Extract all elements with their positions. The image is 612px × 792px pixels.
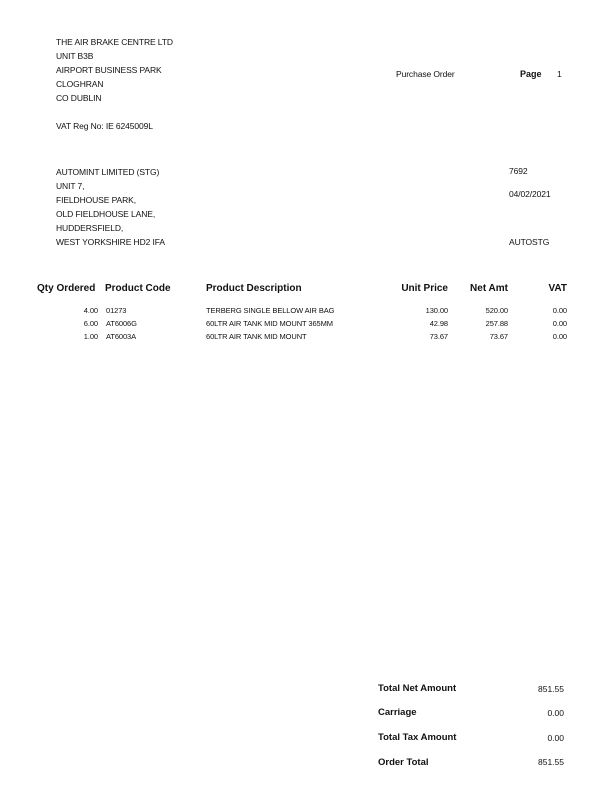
page-number: 1	[557, 69, 562, 79]
total-tax-value: 0.00	[547, 733, 564, 743]
total-tax-label: Total Tax Amount	[378, 732, 457, 743]
sender-line: THE AIR BRAKE CENTRE LTD	[56, 37, 173, 47]
col-header-vat: VAT	[548, 283, 567, 294]
supplier-address	[56, 165, 165, 249]
row-code: AT6003A	[106, 332, 137, 341]
row-code: AT6006G	[106, 319, 137, 328]
order-date: 04/02/2021	[509, 189, 551, 199]
page-label: Page	[520, 69, 542, 79]
row-net-amount: 73.67	[489, 332, 508, 341]
col-header-qty: Qty Ordered	[37, 283, 96, 294]
sender-line: AIRPORT BUSINESS PARK	[56, 65, 162, 75]
row-qty: 4.00	[83, 306, 98, 315]
row-description: 60LTR AIR TANK MID MOUNT	[206, 332, 307, 341]
supplier-line: UNIT 7,	[56, 181, 85, 191]
sender-line: UNIT B3B	[56, 51, 94, 61]
order-total-value: 851.55	[538, 757, 564, 767]
row-code: 01273	[106, 306, 127, 315]
row-net-amount: 257.88	[485, 319, 508, 328]
total-net-label: Total Net Amount	[378, 683, 457, 694]
row-description: TERBERG SINGLE BELLOW AIR BAG	[206, 306, 335, 315]
total-net-value: 851.55	[538, 684, 564, 694]
row-description: 60LTR AIR TANK MID MOUNT 365MM	[206, 319, 333, 328]
row-vat: 0.00	[552, 332, 567, 341]
account-reference: AUTOSTG	[509, 237, 550, 247]
col-header-unit-price: Unit Price	[401, 283, 448, 294]
sender-line: CO DUBLIN	[56, 93, 102, 103]
supplier-line: AUTOMINT LIMITED (STG)	[56, 167, 160, 177]
supplier-line: FIELDHOUSE PARK,	[56, 195, 136, 205]
row-unit-price: 73.67	[429, 332, 448, 341]
row-qty: 6.00	[83, 319, 98, 328]
row-vat: 0.00	[552, 306, 567, 315]
order-number: 7692	[509, 166, 528, 176]
carriage-label: Carriage	[378, 707, 417, 718]
col-header-description: Product Description	[206, 283, 302, 294]
supplier-line: WEST YORKSHIRE HD2 IFA	[56, 237, 165, 247]
supplier-line: HUDDERSFIELD,	[56, 223, 124, 233]
order-total-label: Order Total	[378, 757, 429, 768]
carriage-value: 0.00	[547, 708, 564, 718]
row-vat: 0.00	[552, 319, 567, 328]
row-unit-price: 42.98	[429, 319, 448, 328]
supplier-line: OLD FIELDHOUSE LANE,	[56, 209, 156, 219]
row-qty: 1.00	[83, 332, 98, 341]
sender-address	[56, 35, 173, 105]
document-type: Purchase Order	[396, 69, 455, 79]
row-net-amount: 520.00	[485, 306, 508, 315]
row-unit-price: 130.00	[425, 306, 448, 315]
sender-line: CLOGHRAN	[56, 79, 104, 89]
col-header-net-amount: Net Amt	[470, 283, 508, 294]
vat-reg-number: VAT Reg No: IE 6245009L	[56, 121, 153, 131]
col-header-code: Product Code	[105, 283, 171, 294]
